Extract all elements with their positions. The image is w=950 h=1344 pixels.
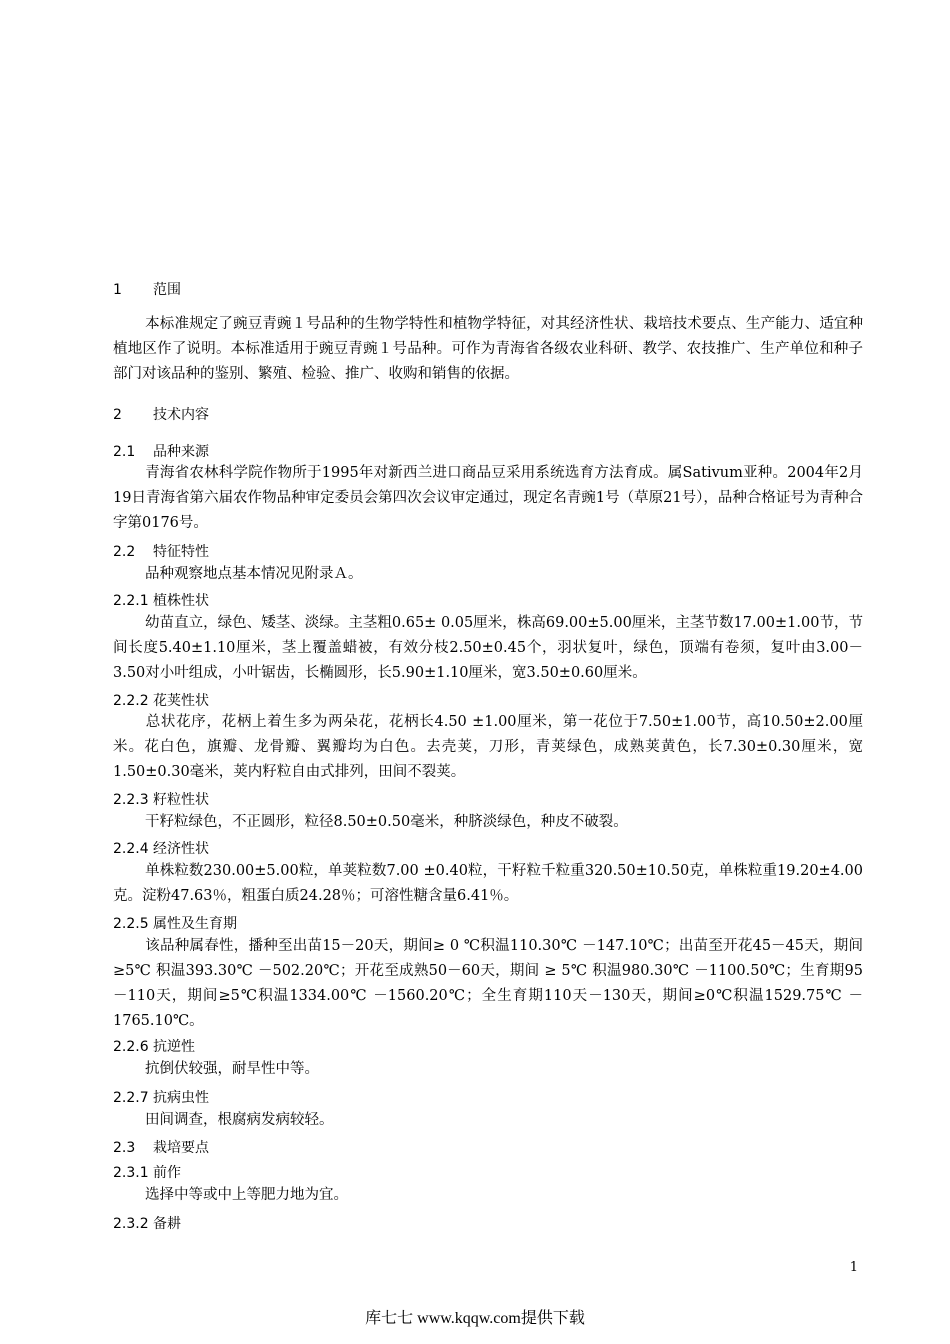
section-heading-2-2: 2.2 特征特性 <box>113 544 209 560</box>
paragraph-disease: 田间调查，根腐病发病较轻。 <box>145 1112 334 1128</box>
paragraph-features: 品种观察地点基本情况见附录Ａ。 <box>145 566 363 582</box>
section-heading-2-3-1: 2.3.1 前作 <box>113 1165 181 1181</box>
section-heading-2-2-5: 2.2.5 属性及生育期 <box>113 916 237 932</box>
page-number: 1 <box>849 1260 858 1275</box>
section-heading-2-2-3: 2.2.3 籽粒性状 <box>113 792 209 808</box>
section-heading-2-2-7: 2.2.7 抗病虫性 <box>113 1090 209 1106</box>
paragraph-economic: 单株粒数230.00±5.00粒，单荚粒数7.00 ±0.40粒，干籽粒千粒重320.50±10.50克，单株粒重19.20±4.00克。淀粉47.63％，粗蛋白质24.28％；可溶性糖含量6.41％。 <box>113 863 863 904</box>
section-heading-2-1: 2.1 品种来源 <box>113 444 209 460</box>
section-heading-2-2-4: 2.2.4 经济性状 <box>113 841 209 857</box>
paragraph-previous-crop: 选择中等或中上等肥力地为宜。 <box>145 1187 348 1203</box>
paragraph-scope: 本标准规定了豌豆青豌１号品种的生物学特性和植物学特征，对其经济性状、栽培技术要点、生产能力、适宜种植地区作了说明。本标准适用于豌豆青豌１号品种。可作为青海省各级农业科研、教学、农技推广、生产单位和种子部门对该品种的鉴别、繁殖、检验、推广、收购和销售的依据。 <box>113 316 863 382</box>
section-heading-1: 1 范围 <box>113 282 181 298</box>
paragraph-plant: 幼苗直立，绿色、矮茎、淡绿。主茎粗0.65± 0.05厘米，株高69.00±5.00厘米，主茎节数17.00±1.00节，节间长度5.40±1.10厘米，茎上覆盖蜡被，有效分枝2.50±0.45个，羽状复叶，绿色，顶端有卷须，复叶由3.00－3.50对小叶组成，小叶锯齿，长椭圆形，长5.90±1.10厘米，宽3.50±0.60厘米。 <box>113 615 863 681</box>
paragraph-stress: 抗倒伏较强，耐旱性中等。 <box>145 1061 319 1077</box>
section-heading-2-2-6: 2.2.6 抗逆性 <box>113 1039 195 1055</box>
section-heading-2-2-1: 2.2.1 植株性状 <box>113 593 209 609</box>
section-heading-2: 2 技术内容 <box>113 407 209 423</box>
paragraph-growth: 该品种属春性，播种至出苗15－20天，期间≥ 0 ℃积温110.30℃ －147.10℃；出苗至开花45－45天，期间≥5℃ 积温393.30℃ －502.20℃；开花至成熟50－60天，期间 ≥ 5℃ 积温980.30℃ －1100.50℃；生育期95－110天，期间≥5℃积温1334.00℃ －1560.20℃；全生育期110天－130天，期间≥0℃积温1529.75℃ －1765.10℃。 <box>113 938 863 1029</box>
paragraph-flower: 总状花序，花柄上着生多为两朵花，花柄长4.50 ±1.00厘米，第一花位于7.50±1.00节，高10.50±2.00厘米。花白色，旗瓣、龙骨瓣、翼瓣均为白色。去壳荚，刀形，青荚绿色，成熟荚黄色，长7.30±0.30厘米，宽1.50±0.30毫米，荚内籽粒自由式排列，田间不裂荚。 <box>113 714 863 780</box>
section-heading-2-3: 2.3 栽培要点 <box>113 1140 209 1156</box>
footer-download-note: 库七七 www.kqqw.com提供下载 <box>365 1310 585 1327</box>
section-heading-2-3-2: 2.3.2 备耕 <box>113 1216 181 1232</box>
section-heading-2-2-2: 2.2.2 花荚性状 <box>113 693 209 709</box>
paragraph-origin: 青海省农林科学院作物所于1995年对新西兰进口商品豆采用系统选育方法育成。属Sativum亚种。2004年2月19日青海省第六届农作物品种审定委员会第四次会议审定通过，现定名青豌1号（草原21号），品种合格证号为青种合字第0176号。 <box>113 465 863 531</box>
paragraph-seed: 干籽粒绿色，不正圆形，粒径8.50±0.50毫米，种脐淡绿色，种皮不破裂。 <box>145 814 628 830</box>
